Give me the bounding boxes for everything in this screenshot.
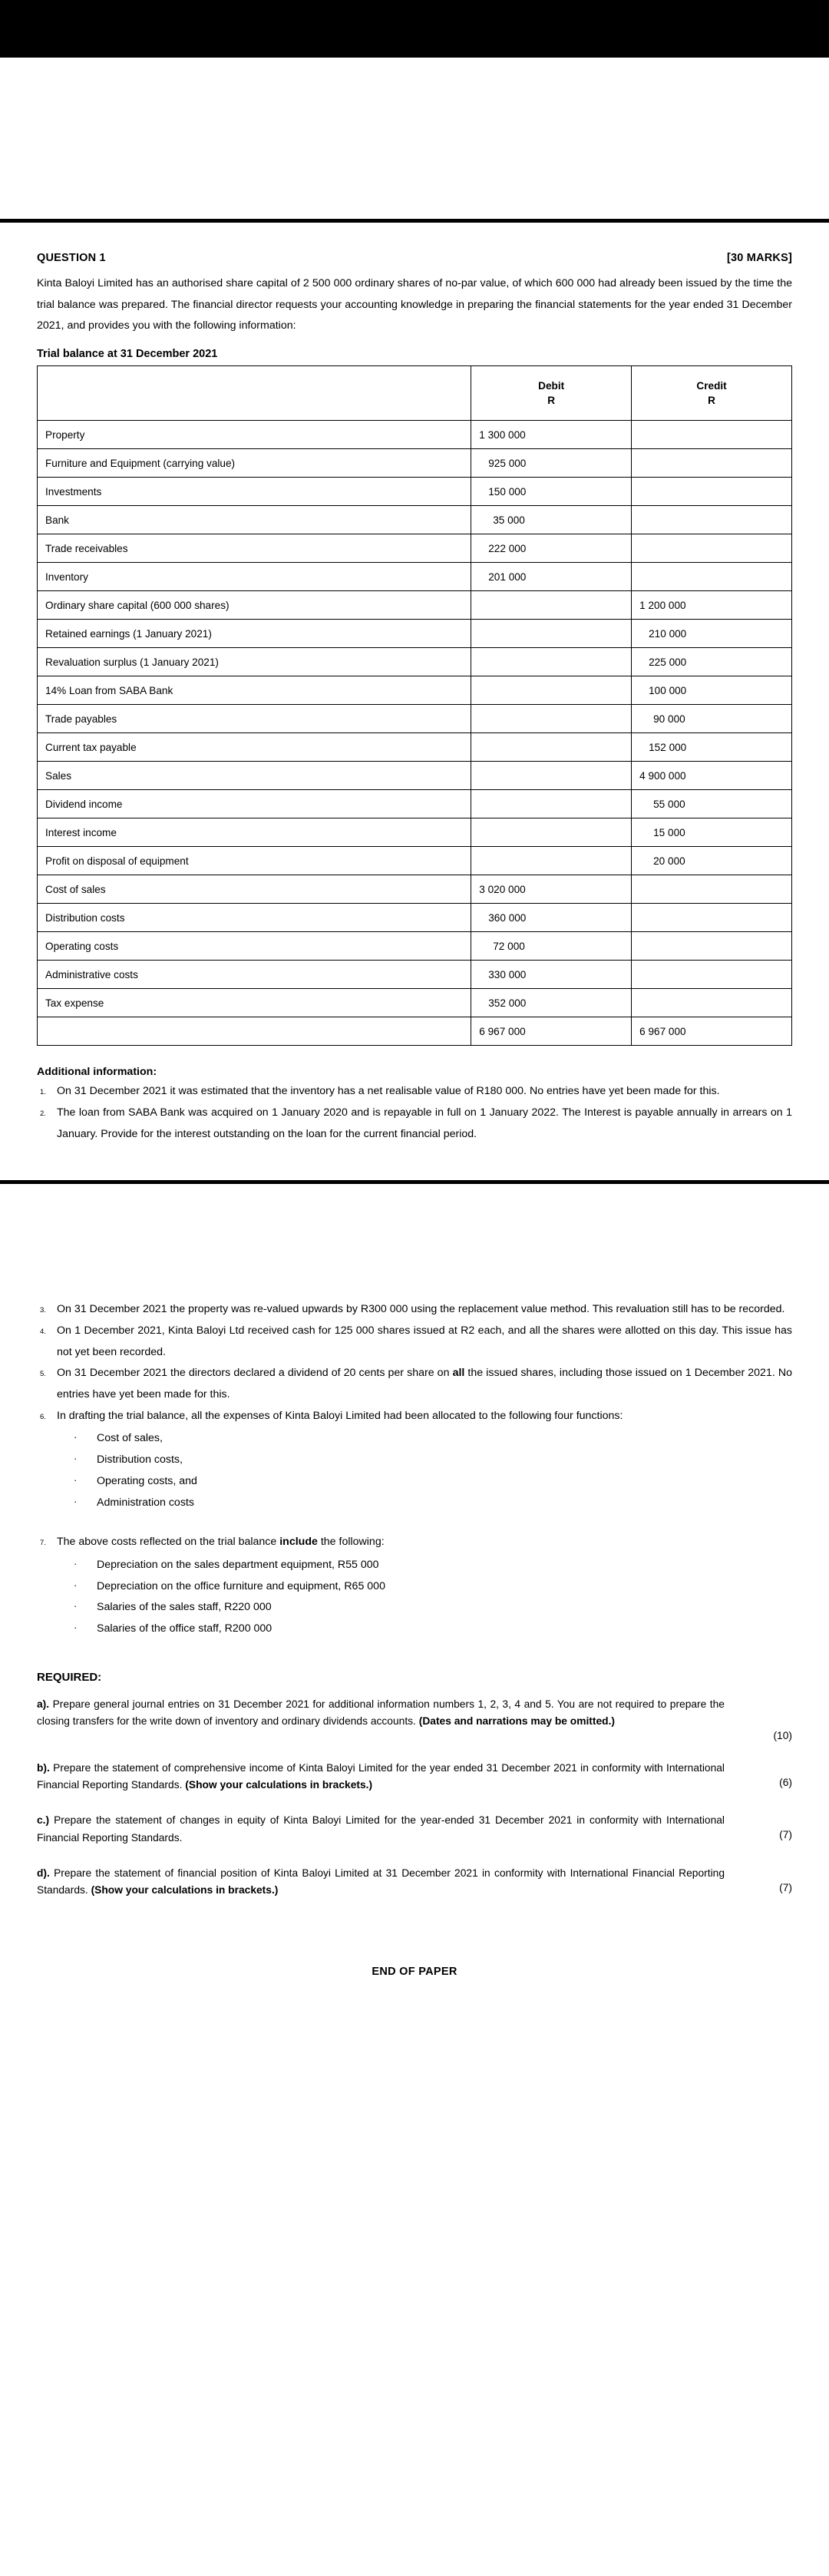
row-credit xyxy=(632,506,792,534)
required-item-label: d). xyxy=(37,1867,50,1879)
row-debit: 201 000 xyxy=(471,563,632,591)
row-debit xyxy=(471,705,632,733)
required-item-text xyxy=(37,1760,745,1794)
sublist-gap xyxy=(37,1513,792,1532)
row-debit: 360 000 xyxy=(471,904,632,932)
row-credit xyxy=(632,932,792,961)
additional-information-list-part2 xyxy=(37,1299,792,1513)
table-row xyxy=(38,989,792,1017)
required-item-text xyxy=(37,1696,745,1731)
item-marker-6: 6. xyxy=(40,1412,46,1421)
bullet-dot-icon: · xyxy=(74,1557,78,1569)
required-item-text xyxy=(37,1865,745,1900)
question-header xyxy=(37,252,792,264)
table-row xyxy=(38,478,792,506)
required-item-label: c.) xyxy=(37,1814,50,1827)
row-description: Ordinary share capital (600 000 shares) xyxy=(38,591,471,620)
included-cost-item xyxy=(57,1619,792,1640)
function-item xyxy=(57,1471,792,1493)
bullet-text: Depreciation on the sales department equipment, R55 000 xyxy=(97,1558,379,1571)
row-debit: 150 000 xyxy=(471,478,632,506)
table-row xyxy=(38,648,792,676)
row-debit: 222 000 xyxy=(471,534,632,563)
item-text-5-after: the issued shares, including those issued on 1 December 2021. No entries have yet been made for this. xyxy=(57,1367,792,1401)
row-debit xyxy=(471,790,632,818)
row-description: Distribution costs xyxy=(38,904,471,932)
row-credit: 225 000 xyxy=(632,648,792,676)
item-text-5: On 31 December 2021 the directors declared a dividend of 20 cents per share on xyxy=(57,1367,453,1380)
required-item xyxy=(37,1760,792,1794)
table-totals-row xyxy=(38,1017,792,1046)
page-two-bottom-space xyxy=(37,1978,792,2231)
table-row xyxy=(38,818,792,847)
bullet-dot-icon: · xyxy=(74,1473,78,1486)
table-row xyxy=(38,705,792,733)
list-item xyxy=(37,1406,792,1513)
item-text-7-after: the following: xyxy=(317,1536,385,1549)
page-one-content xyxy=(0,252,829,1180)
intro-paragraph: Kinta Baloyi Limited has an authorised share capital of 2 500 000 ordinary shares of no-par value, of which 600 000 had already been issued by the time the trial balance was prepared. The financial director requests your accounting knowledge in preparing the financial statements for the year ended 31 December 2021, and provides you with the following information: xyxy=(37,277,792,332)
page-two-top-space xyxy=(37,1184,792,1299)
col-debit-currency: R xyxy=(547,395,556,407)
required-item-body: Prepare the statement of changes in equity of Kinta Baloyi Limited for the year-ended 31 December 2021 in conformity with International Financial Reporting Standards. xyxy=(37,1814,725,1844)
item-text-2: The loan from SABA Bank was acquired on 1 January 2020 and is repayable in full on 1 January 2022. The Interest is payable annually in arrears on 1 January. Provide for the interest outstanding on the loan for the current financial period. xyxy=(57,1106,792,1140)
table-row xyxy=(38,790,792,818)
bullet-dot-icon: · xyxy=(74,1453,78,1465)
header-whitespace xyxy=(0,58,829,219)
row-credit xyxy=(632,563,792,591)
required-item-body: Prepare the statement of comprehensive income of Kinta Baloyi Limited for the year ended 31 December 2021 in conformity with International Financial Reporting Standards. xyxy=(37,1761,725,1791)
row-description: Bank xyxy=(38,506,471,534)
row-description: Inventory xyxy=(38,563,471,591)
bullet-dot-icon: · xyxy=(74,1495,78,1507)
table-row xyxy=(38,534,792,563)
row-description: Current tax payable xyxy=(38,733,471,762)
row-debit xyxy=(471,648,632,676)
row-description: Furniture and Equipment (carrying value) xyxy=(38,449,471,478)
row-description: Property xyxy=(38,421,471,449)
row-credit: 4 900 000 xyxy=(632,762,792,790)
table-row xyxy=(38,506,792,534)
table-row xyxy=(38,563,792,591)
item-marker-3: 3. xyxy=(40,1306,46,1315)
row-debit xyxy=(471,620,632,648)
row-credit: 55 000 xyxy=(632,790,792,818)
trial-balance-table xyxy=(37,365,792,1046)
row-description: Revaluation surplus (1 January 2021) xyxy=(38,648,471,676)
required-item-label: a). xyxy=(37,1698,50,1710)
list-item xyxy=(37,1321,792,1363)
required-item-emphasis: (Show your calculations in brackets.) xyxy=(91,1884,279,1896)
bullet-text: Cost of sales, xyxy=(97,1432,163,1445)
row-credit: 1 200 000 xyxy=(632,591,792,620)
table-row xyxy=(38,620,792,648)
totals-debit: 6 967 000 xyxy=(471,1017,632,1046)
row-debit: 1 300 000 xyxy=(471,421,632,449)
row-description: Trade receivables xyxy=(38,534,471,563)
item-marker-4: 4. xyxy=(40,1328,46,1336)
col-credit xyxy=(632,366,792,421)
bullet-dot-icon: · xyxy=(74,1431,78,1443)
required-item-marks: (10) xyxy=(773,1729,792,1741)
required-item-body: Prepare the statement of financial position of Kinta Baloyi Limited at 31 December 2021 in conformity with International Financial Reporting Standards. xyxy=(37,1867,725,1896)
row-debit xyxy=(471,733,632,762)
row-description: Profit on disposal of equipment xyxy=(38,847,471,875)
table-header-row xyxy=(38,366,792,421)
row-description: 14% Loan from SABA Bank xyxy=(38,676,471,705)
row-credit: 90 000 xyxy=(632,705,792,733)
item-text-7: The above costs reflected on the trial balance xyxy=(57,1536,280,1549)
row-description: Operating costs xyxy=(38,932,471,961)
table-row xyxy=(38,676,792,705)
page-two-content xyxy=(0,1184,829,2230)
page-top-rule xyxy=(0,219,829,223)
row-description: Investments xyxy=(38,478,471,506)
question-number: QUESTION 1 xyxy=(37,252,106,264)
row-description: Trade payables xyxy=(38,705,471,733)
row-description: Sales xyxy=(38,762,471,790)
row-credit xyxy=(632,478,792,506)
additional-information-heading: Additional information: xyxy=(37,1066,157,1079)
required-item-text xyxy=(37,1812,745,1847)
additional-information-list-part1 xyxy=(37,1081,792,1145)
totals-description xyxy=(38,1017,471,1046)
row-credit: 20 000 xyxy=(632,847,792,875)
row-credit xyxy=(632,904,792,932)
table-row xyxy=(38,591,792,620)
bullet-dot-icon: · xyxy=(74,1621,78,1633)
required-item-label: b). xyxy=(37,1761,50,1774)
bullet-text: Salaries of the sales staff, R220 000 xyxy=(97,1601,272,1614)
col-description xyxy=(38,366,471,421)
col-credit-currency: R xyxy=(708,395,715,407)
included-cost-item xyxy=(57,1555,792,1576)
list-item xyxy=(37,1363,792,1405)
table-row xyxy=(38,875,792,904)
row-description: Administrative costs xyxy=(38,961,471,989)
bullet-dot-icon: · xyxy=(74,1600,78,1612)
row-debit xyxy=(471,676,632,705)
totals-credit: 6 967 000 xyxy=(632,1017,792,1046)
list-item xyxy=(37,1532,792,1639)
table-row xyxy=(38,904,792,932)
trial-balance-head xyxy=(38,366,792,421)
table-row xyxy=(38,932,792,961)
item-text-7-bold: include xyxy=(279,1536,318,1549)
top-black-band xyxy=(0,0,829,58)
required-item-emphasis: (Show your calculations in brackets.) xyxy=(185,1778,373,1791)
required-item-emphasis: (Dates and narrations may be omitted.) xyxy=(418,1715,616,1727)
included-costs-sublist xyxy=(57,1555,792,1640)
row-credit: 210 000 xyxy=(632,620,792,648)
row-debit xyxy=(471,762,632,790)
row-credit: 15 000 xyxy=(632,818,792,847)
page-one-bottom-space xyxy=(37,1145,792,1180)
functions-sublist xyxy=(57,1428,792,1513)
row-credit: 100 000 xyxy=(632,676,792,705)
table-row xyxy=(38,421,792,449)
required-item xyxy=(37,1812,792,1847)
row-credit: 152 000 xyxy=(632,733,792,762)
row-debit: 330 000 xyxy=(471,961,632,989)
row-description: Cost of sales xyxy=(38,875,471,904)
row-debit xyxy=(471,818,632,847)
required-item-marks: (7) xyxy=(779,1829,792,1841)
bullet-text: Salaries of the office staff, R200 000 xyxy=(97,1622,272,1635)
row-debit: 35 000 xyxy=(471,506,632,534)
list-item xyxy=(37,1081,792,1103)
row-debit: 3 020 000 xyxy=(471,875,632,904)
row-debit xyxy=(471,847,632,875)
required-item-marks: (6) xyxy=(779,1776,792,1788)
col-debit xyxy=(471,366,632,421)
row-credit xyxy=(632,989,792,1017)
table-row xyxy=(38,449,792,478)
function-item xyxy=(57,1450,792,1471)
item-marker-2: 2. xyxy=(40,1109,46,1118)
bullet-dot-icon: · xyxy=(74,1579,78,1591)
included-cost-item xyxy=(57,1576,792,1598)
additional-information-list-part3 xyxy=(37,1532,792,1639)
table-row xyxy=(38,961,792,989)
bullet-text: Depreciation on the office furniture and equipment, R65 000 xyxy=(97,1579,385,1592)
item-marker-5: 5. xyxy=(40,1370,46,1379)
list-item xyxy=(37,1103,792,1145)
bullet-text: Distribution costs, xyxy=(97,1453,183,1467)
row-credit xyxy=(632,875,792,904)
item-text-6: In drafting the trial balance, all the expenses of Kinta Baloyi Limited had been allocated to the following four functions: xyxy=(57,1409,623,1422)
table-row xyxy=(38,762,792,790)
required-item-marks: (7) xyxy=(779,1882,792,1893)
required-list xyxy=(37,1696,792,1900)
row-credit xyxy=(632,421,792,449)
function-item xyxy=(57,1428,792,1450)
row-description: Interest income xyxy=(38,818,471,847)
col-credit-label: Credit xyxy=(696,379,727,392)
item-marker-7: 7. xyxy=(40,1539,46,1548)
row-debit: 352 000 xyxy=(471,989,632,1017)
function-item xyxy=(57,1493,792,1514)
row-debit xyxy=(471,591,632,620)
item-text-1: On 31 December 2021 it was estimated that the inventory has a net realisable value of R180 000. No entries have yet been made for this. xyxy=(57,1085,720,1098)
item-text-3: On 31 December 2021 the property was re-valued upwards by R300 000 using the replacement value method. This revaluation still has to be recorded. xyxy=(57,1303,785,1316)
trial-balance-body xyxy=(38,421,792,1046)
end-of-paper: END OF PAPER xyxy=(372,1965,457,1978)
item-text-5-bold: all xyxy=(452,1367,465,1380)
row-description: Retained earnings (1 January 2021) xyxy=(38,620,471,648)
item-marker-1: 1. xyxy=(40,1088,46,1097)
col-debit-label: Debit xyxy=(538,379,565,392)
bullet-text: Administration costs xyxy=(97,1496,194,1509)
table-row xyxy=(38,847,792,875)
row-credit xyxy=(632,449,792,478)
included-cost-item xyxy=(57,1597,792,1619)
row-credit xyxy=(632,534,792,563)
row-credit xyxy=(632,961,792,989)
required-heading: REQUIRED: xyxy=(37,1670,102,1684)
table-row xyxy=(38,733,792,762)
item-text-4: On 1 December 2021, Kinta Baloyi Ltd received cash for 125 000 shares issued at R2 each, and all the shares were allotted on this day. This issue has not yet been recorded. xyxy=(57,1324,792,1358)
row-debit: 925 000 xyxy=(471,449,632,478)
required-item xyxy=(37,1865,792,1900)
bullet-text: Operating costs, and xyxy=(97,1474,197,1487)
marks-total: [30 MARKS] xyxy=(727,252,792,264)
required-item-body: Prepare general journal entries on 31 December 2021 for additional information numbers 1, 2, 3, 4 and 5. You are not required to prepare the closing transfers for the write down of inventory and ordinary dividends accounts. xyxy=(37,1698,725,1727)
row-description: Tax expense xyxy=(38,989,471,1017)
list-item xyxy=(37,1299,792,1321)
row-debit: 72 000 xyxy=(471,932,632,961)
trial-balance-title: Trial balance at 31 December 2021 xyxy=(37,348,218,361)
row-description: Dividend income xyxy=(38,790,471,818)
required-item xyxy=(37,1696,792,1741)
